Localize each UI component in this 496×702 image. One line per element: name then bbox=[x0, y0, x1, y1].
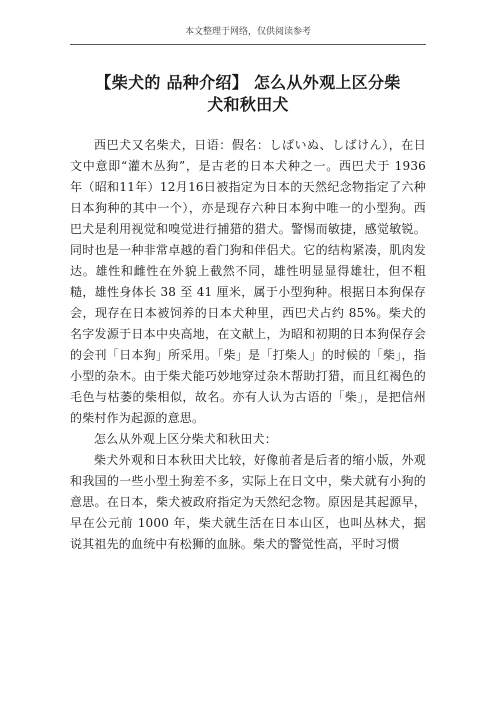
paragraph-question: 怎么从外观上区分柴犬和秋田犬： bbox=[94, 432, 278, 446]
paragraph-comparison: 柴犬外观和日本秋田犬比较，好像前者是后者的缩小版，外观和我国的一些小型土狗差不多，实际上在日文中，柴犬就有小狗的意思。在日本，柴犬被政府指定为天然纪念物。原因是其起源早，早在公元前 1000 年，柴犬就生活在日本山区，也叫丛林犬，据说其祖先的血统中有松狮的血脉。柴犬的警觉性高，平时习惯 bbox=[70, 453, 426, 551]
document-title-line-2: 犬和秋田犬 bbox=[207, 95, 289, 114]
document-title bbox=[70, 72, 426, 116]
document-body bbox=[70, 135, 426, 555]
document-title-line-1: 【柴犬的 品种介绍】 怎么从外观上区分柴 bbox=[95, 73, 401, 92]
paragraph-intro: 西巴犬又名柴犬，日语：假名：しばいぬ、しばけん），在日文中意即“灌木丛狗”，是古老的日本犬种之一。西巴犬于 1936 年（昭和11年）12月16日被指定为日本的天然纪念物指定了六种日本狗种的其中一个），亦是现存六种日本狗中唯一的小型狗。西巴犬是利用视觉和嗅觉进行捕猎的猎犬。警惕而敏捷，感觉敏锐。同时也是一种非常卓越的看门狗和伴侣犬。它的结构紧凑，肌肉发达。雄性和雌性在外貌上截然不同，雄性明显显得雄壮，但不粗糙，雄性身体长 38 至 41 厘米，属于小型狗种。根据日本狗保存会，现存在日本被饲养的日本犬种里，西巴犬占约 85%。柴犬的名字发源于日本中央高地，在文献上，为昭和初期的日本狗保存会的会刊「日本狗」所采用。「柴」是「打柴人」的时候的「柴」，指小型的杂木。由于柴犬能巧妙地穿过杂木帮助打猎，而且红褐色的毛色与枯萎的柴相似，故名。亦有人认为古语的「柴」，是把信州的柴村作为起源的意思。 bbox=[70, 138, 426, 425]
header-divider bbox=[70, 44, 426, 45]
header-note: 本文整理于网络，仅供阅读参考 bbox=[184, 27, 311, 37]
page-header bbox=[0, 0, 496, 52]
